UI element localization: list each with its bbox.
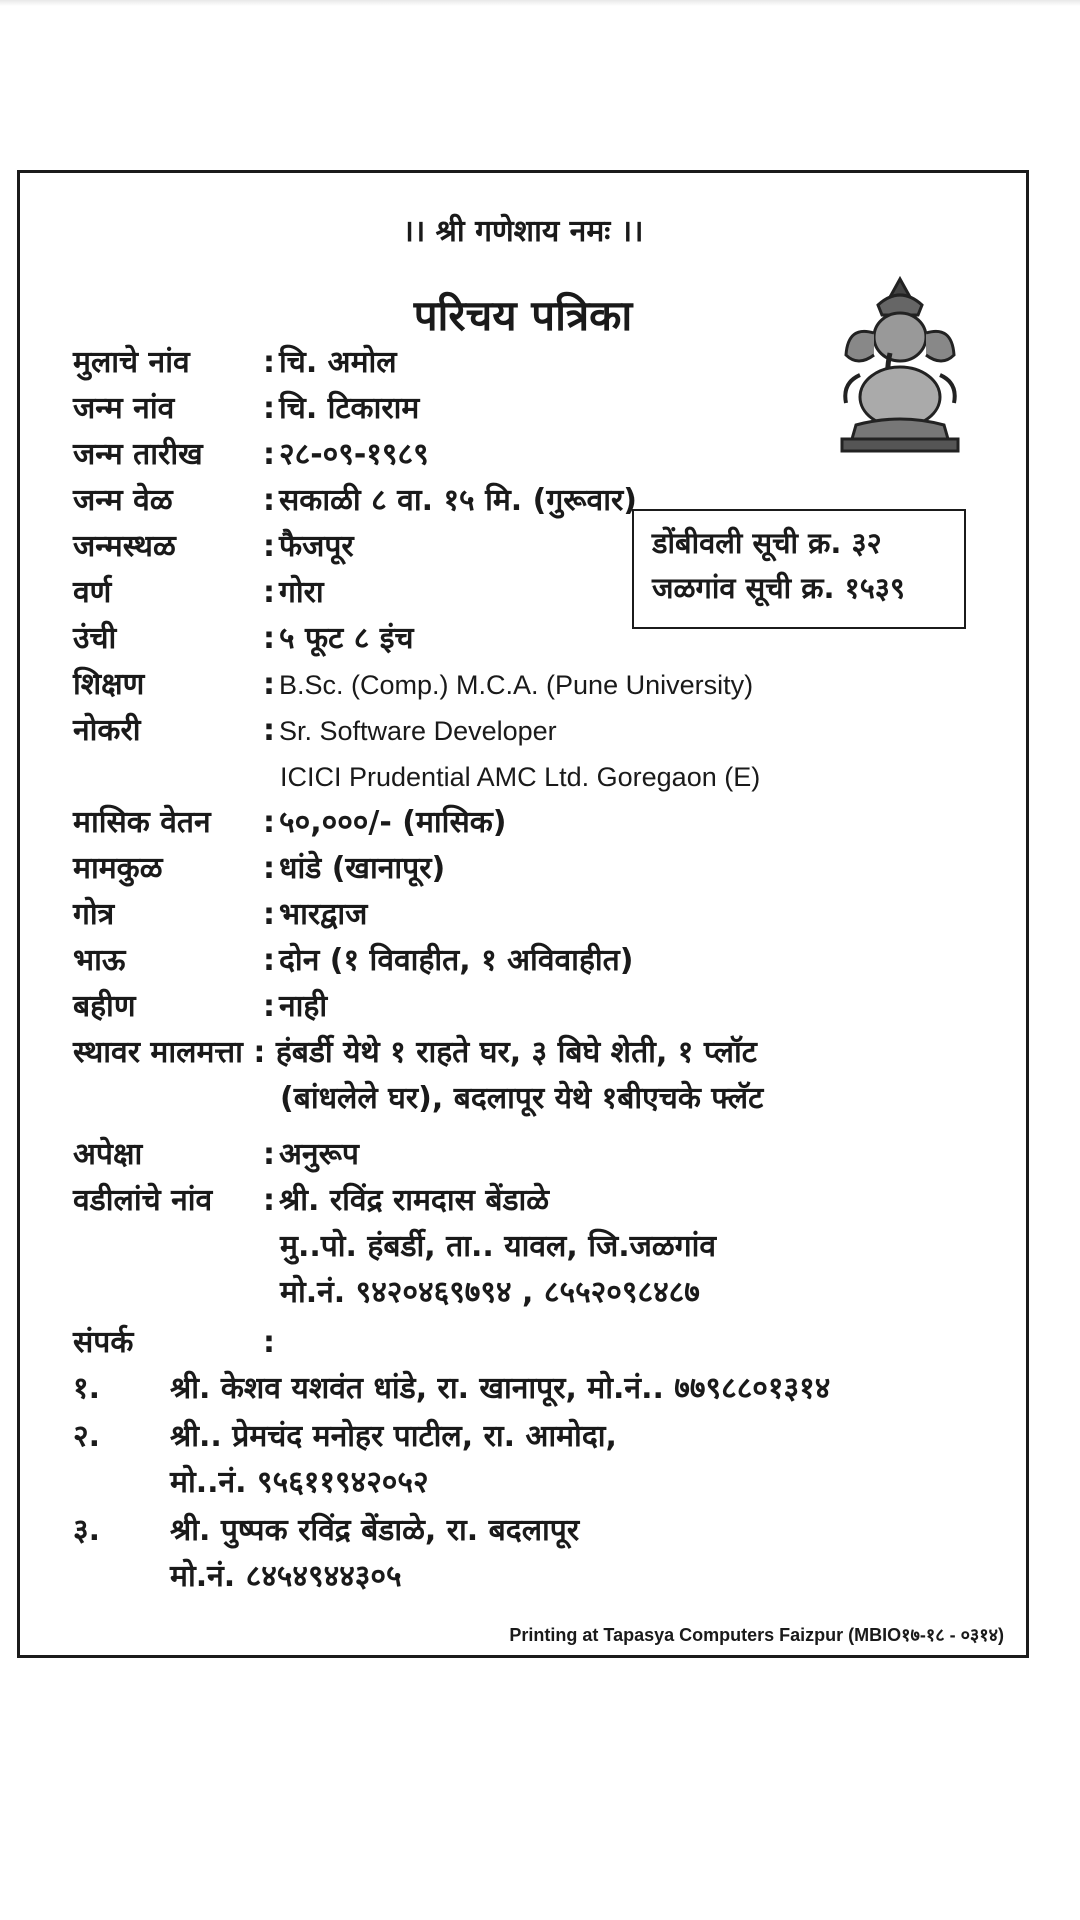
ganesha-icon [828,275,973,455]
field-value: Sr. Software Developer [279,716,557,746]
field-maternal [73,849,445,889]
contact-entry-2: श्री.. प्रेमचंद मनोहर पाटील, रा. आमोदा, [170,1419,617,1454]
spacer [265,1035,275,1070]
field-label: वडीलांचे नांव [73,1183,213,1218]
field-height [73,619,414,659]
field-value: नाही [279,989,328,1024]
field-label: अपेक्षा [73,1137,143,1172]
scan-edge [0,0,1080,6]
field-father [73,1181,549,1221]
colon: : [263,897,275,932]
field-label: मुलाचे नांव [73,345,190,380]
contact-heading [73,1323,279,1363]
colon: : [263,1325,275,1360]
field-value: B.Sc. (Comp.) M.C.A. (Pune University) [279,670,754,700]
field-father-phone: मो.नं. ९४२०४६९७९४ , ८५५२०९८४८७ [280,1275,700,1310]
printer-credit: Printing at Tapasya Computers Faizpur (MBIO१७-१८ - ०३१४) [509,1625,1004,1645]
contact-number: ३. [73,1513,100,1548]
field-label: वर्ण [73,575,112,610]
field-label: भाऊ [73,943,126,978]
field-birth-time [73,481,637,521]
colon: : [263,989,275,1024]
colon: : [263,575,275,610]
field-value: ५०,०००/- (मासिक) [279,805,507,840]
field-label: जन्म तारीख [73,437,203,472]
list-line-dombivli: डोंबीवली सूची क्र. ३२ [652,526,882,560]
field-value: गोरा [279,575,324,610]
colon: : [263,943,275,978]
field-value: दोन (१ विवाहीत, १ अविवाहीत) [279,943,634,978]
field-expectation [73,1135,359,1175]
field-value: ५ फूट ८ इंच [279,621,414,656]
field-boy-name [73,343,397,383]
field-complexion [73,573,324,613]
contact-number: २. [73,1419,100,1454]
field-value: फैजपूर [279,529,354,564]
field-label: मामकुळ [73,851,163,886]
contact-entry-3-phone: मो.नं. ८४५४९४४३०५ [170,1559,402,1594]
colon: : [263,667,275,702]
field-education [73,665,753,705]
field-label: जन्म वेळ [73,483,173,518]
field-job [73,711,557,751]
field-sisters [73,987,327,1027]
field-value: हंबर्डी येथे १ राहते घर, ३ बिघे शेती, १ प्लॉट [275,1035,757,1070]
list-number-box [632,509,966,629]
field-label: बहीण [73,989,136,1024]
page-title: परिचय पत्रिका [413,291,633,340]
invocation-text: ।। श्री गणेशाय नमः ।। [402,214,644,249]
contact-entry-1: श्री. केशव यशवंत धांडे, रा. खानापूर, मो.नं.. ७७९८८०१३१४ [170,1371,831,1406]
colon: : [263,805,275,840]
colon: : [263,391,275,426]
field-father-address: मु..पो. हंबर्डी, ता.. यावल, जि.जळगांव [280,1229,717,1264]
contact-entry-3: श्री. पुष्पक रविंद्र बेंडाळे, रा. बदलापूर [170,1513,580,1548]
field-label: जन्म नांव [73,391,175,426]
field-label: गोत्र [73,897,115,932]
field-property-line2: (बांधलेले घर), बदलापूर येथे १बीएचके फ्लॅट [280,1081,764,1116]
field-job-company: ICICI Prudential AMC Ltd. Goregaon (E) [280,762,761,792]
field-birth-date [73,435,429,475]
colon [243,1035,253,1070]
biodata-card [17,170,1029,1658]
colon: : [263,345,275,380]
field-value: अनुरूप [279,1137,359,1172]
contact-label: संपर्क [73,1325,134,1360]
colon: : [263,1183,275,1218]
colon: : [263,529,275,564]
field-brothers [73,941,633,981]
field-label: मासिक वेतन [73,805,211,840]
field-label: जन्मस्थळ [73,529,176,564]
field-value: चि. टिकाराम [279,391,420,426]
field-birth-name [73,389,419,429]
list-line-jalgaon: जळगांव सूची क्र. १५३९ [652,571,905,605]
field-value: भारद्वाज [279,897,368,932]
field-label: नोकरी [73,713,141,748]
field-label: स्थावर मालमत्ता [73,1035,243,1070]
field-label: शिक्षण [73,667,145,702]
contact-entry-2-phone: मो..नं. ९५६११९४२०५२ [170,1465,429,1500]
field-label: उंची [73,621,117,656]
field-value: सकाळी ८ वा. १५ मि. (गुरूवार) [279,483,637,518]
contact-number: १. [73,1371,100,1406]
colon: : [263,437,275,472]
colon: : [263,1137,275,1172]
colon: : [263,713,275,748]
field-property [73,1033,757,1073]
field-salary [73,803,506,843]
field-value: श्री. रविंद्र रामदास बेंडाळे [279,1183,550,1218]
field-value: चि. अमोल [279,345,397,380]
colon: : [253,1035,266,1070]
field-value: धांडे (खानापूर) [279,851,446,886]
field-gotra [73,895,367,935]
field-birth-place [73,527,354,567]
colon: : [263,621,275,656]
colon: : [263,851,275,886]
field-value: २८-०९-१९८९ [279,437,429,472]
colon: : [263,483,275,518]
